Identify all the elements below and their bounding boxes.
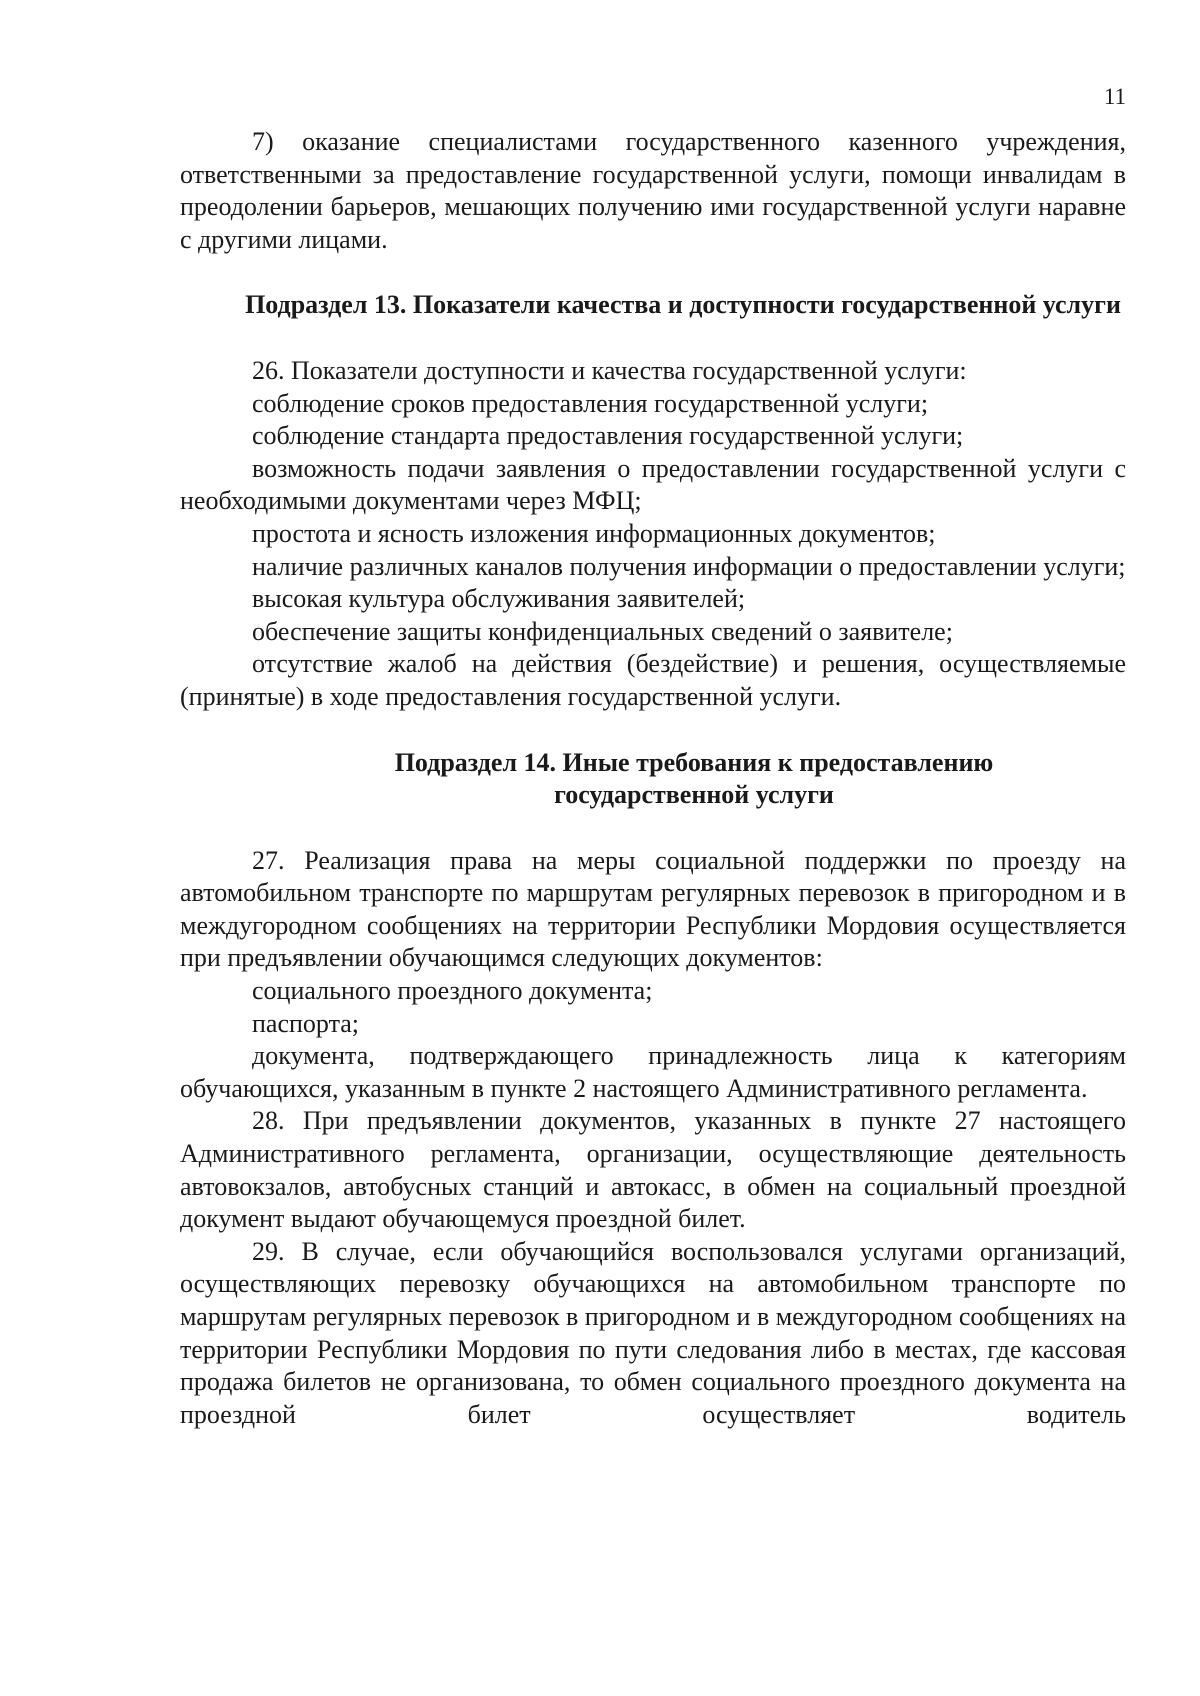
list-item: соблюдение стандарта предоставления государственной услуги;	[252, 421, 964, 451]
section-14-heading: Подраздел 14. Иные требования к предоставлению государственной услуги	[394, 747, 994, 810]
list-item: обеспечение защиты конфиденциальных сведений о заявителе;	[252, 616, 953, 646]
paragraph-28: 28. При предъявлении документов, указанных в пункте 27 настоящего Административного регламента, организации, осуществляющие деятельность автовокзалов, автобусных станций и автокасс, в обмен на социальный проездной документ выдают обучающемуся проездной билет.	[180, 1106, 1126, 1234]
list-item: документа, подтверждающего принадлежность лица к категориям обучающихся, указанным в пункте 2 настоящего Административного регламента.	[180, 1041, 1126, 1103]
list-item: наличие различных каналов получения информации о предоставлении услуги;	[252, 551, 1126, 581]
paragraph-27: 27. Реализация права на меры социальной поддержки по проезду на автомобильном транспорте по маршрутам регулярных перевозок в пригородном и в междугородном сообщениях на территории Республики Мордовия осуществляется при предъявлении обучающимся следующих документов:	[180, 845, 1126, 973]
list-item: возможность подачи заявления о предоставлении государственной услуги с необходимыми документами через МФЦ;	[180, 453, 1126, 516]
list-item: отсутствие жалоб на действия (бездействие) и решения, осуществляемые (принятые) в ходе предоставления государственной услуги.	[180, 649, 1126, 711]
list-item: социального проездного документа;	[252, 976, 653, 1006]
paragraph-26: 26. Показатели доступности и качества государственной услуги:	[252, 355, 967, 385]
list-item: паспорта;	[252, 1008, 360, 1038]
list-item: высокая культура обслуживания заявителей;	[252, 584, 746, 614]
list-item: соблюдение сроков предоставления государственной услуги;	[252, 388, 929, 418]
section-13-body	[180, 355, 1126, 714]
paragraph-item-7: 7) оказание специалистами государственного казенного учреждения, ответственными за предоставление государственной услуги, помощи инвалидам в преодолении барьеров, мешающих получению ими государственной услуги наравне с другими лицами.	[180, 127, 1126, 254]
page-number: 11	[1103, 84, 1126, 109]
section-13-heading: Подраздел 13. Показатели качества и доступности государственной услуги	[245, 290, 1121, 320]
paragraph-29: 29. В случае, если обучающийся воспользовался услугами организаций, осуществляющих перевозку обучающихся на автомобильном транспорте по маршрутам регулярных перевозок в пригородном и в междугородном сообщениях на территории Республики Мордовия по пути следования либо в местах, где кассовая продажа билетов не организована, то обмен социального проездного документа на проездной билет осуществляет водитель	[180, 1236, 1126, 1429]
list-item: простота и ясность изложения информационных документов;	[252, 518, 936, 548]
section-14-body	[180, 845, 1126, 1432]
document-body	[180, 126, 1126, 1431]
